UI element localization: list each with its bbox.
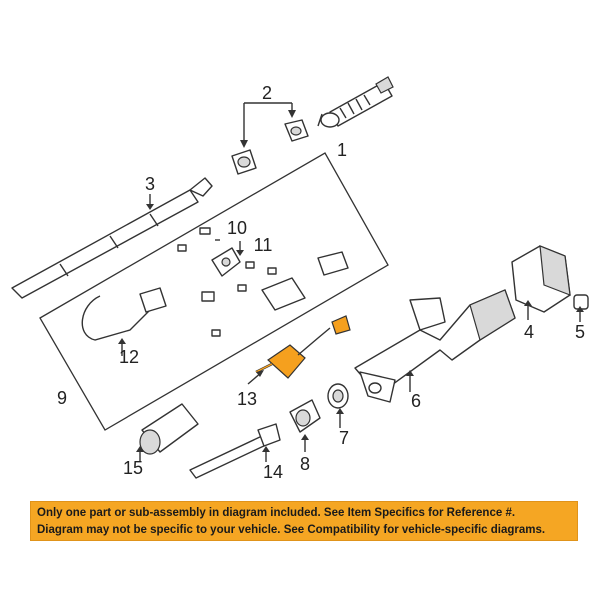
sensor-body [268, 345, 305, 378]
part-2-bushings [232, 103, 308, 174]
callout-2: 2 [261, 83, 273, 103]
part-5-bushing [574, 295, 588, 322]
callout-12: 12 [118, 347, 140, 367]
disclaimer-line-2: Diagram may not be specific to your vehicle. See Compatibility for vehicle-specific diagrams. [37, 524, 546, 536]
disclaimer-banner [30, 501, 578, 541]
disclaimer-line-1: Only one part or sub-assembly in diagram included. See Item Specifics for Reference #. [37, 507, 516, 519]
part-3-shift-rod [12, 178, 212, 298]
part-8-boot [290, 400, 320, 452]
callout-15: 15 [122, 458, 144, 478]
callout-9: 9 [56, 388, 68, 408]
part-6-column-housing [355, 290, 515, 402]
callout-4: 4 [523, 322, 535, 342]
callout-1: 1 [336, 140, 348, 160]
callout-14: 14 [262, 462, 284, 482]
callout-6: 6 [410, 391, 422, 411]
part-15-lock-cylinder [136, 404, 198, 462]
part-1-intermediate-shaft [318, 77, 393, 127]
part-12-harness [82, 288, 166, 356]
callout-7: 7 [338, 428, 350, 448]
callout-11: 11 [253, 235, 273, 255]
part-4-column-cover [512, 246, 570, 320]
callout-5: 5 [574, 322, 586, 342]
callout-8: 8 [299, 454, 311, 474]
callout-3: 3 [144, 174, 156, 194]
callout-10: 10 [226, 218, 248, 238]
part-13-sensor-highlighted [248, 316, 350, 384]
part-7-bearing [328, 384, 348, 428]
callout-13: 13 [236, 389, 258, 409]
